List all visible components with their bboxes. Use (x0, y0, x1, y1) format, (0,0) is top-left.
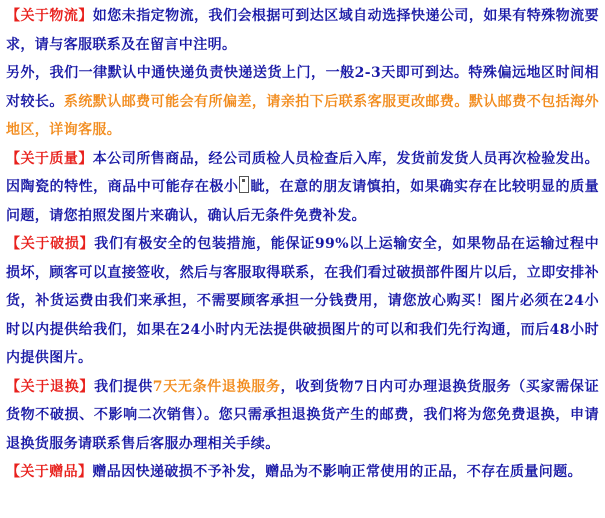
gift-text: 赠品因快递破损不予补发，赠品为不影响正常使用的正品，不存在质量问题。 (92, 464, 583, 480)
quality-tag: 【关于质量】 (6, 150, 93, 167)
shipping-note-text: 另外，我们一律默认中通快递负责快递送货上门，一般2-3天即可到达。特殊偏远地区时间相对较长。 (6, 65, 599, 110)
shipping-fee-note: 系统默认邮费可能会有所偏差，请亲拍下后联系客服更改邮费。默认邮费不包括海外地区，详询客服。 (6, 93, 599, 138)
gift-paragraph (6, 458, 599, 487)
quality-paragraph (6, 145, 599, 231)
logistics-text: 如您未指定物流，我们会根据可到达区域自动选择快递公司，如果有特殊物流要求，请与客服联系及在留言中注明。 (6, 8, 599, 53)
returns-tag: 【关于退换】 (6, 378, 95, 395)
returns-text-b: ，收到货物7日内可办理退换货服务（买家需保证货物不破损、不影响二次销售）。您只需承担退换货产生的邮费，我们将为您免费退换，申请退换货服务请联系售后客服办理相关手续。 (6, 378, 600, 452)
quality-text-b: 眦，在意的朋友请慎拍，如果确实存在比较明显的质量问题，请您拍照发图片来确认，确认后无条件免费补发。 (6, 179, 599, 224)
damage-tag: 【关于破损】 (6, 236, 95, 252)
logistics-paragraph (6, 2, 599, 59)
returns-highlight: 7天无条件退换服务 (152, 378, 281, 395)
shipping-note-paragraph (6, 59, 599, 145)
small-image-placeholder-icon (239, 176, 249, 193)
logistics-tag: 【关于物流】 (6, 8, 93, 24)
damage-text: 我们有极安全的包装措施，能保证99%以上运输安全，如果物品在运输过程中损坏，顾客可以直接签收，然后与客服取得联系，在我们看过破损部件图片以后，立即安排补货，补货运费由我们来承担，不需要顾客承担一分钱费用，请您放心购买！图片必须在24小时以内提供给我们，如果在24小时内无法提供破损图片的可以和我们先行沟通，而后48小时内提供图片。 (6, 236, 599, 366)
gift-tag: 【关于赠品】 (6, 464, 93, 480)
returns-text-a: 我们提供 (94, 378, 153, 395)
quality-text-a: 本公司所售商品，经公司质检人员检查后入库，发货前发货人员再次检验发出。因陶瓷的特性，商品中可能存在极小 (6, 150, 599, 195)
damage-paragraph (6, 230, 599, 373)
returns-paragraph (6, 373, 599, 459)
